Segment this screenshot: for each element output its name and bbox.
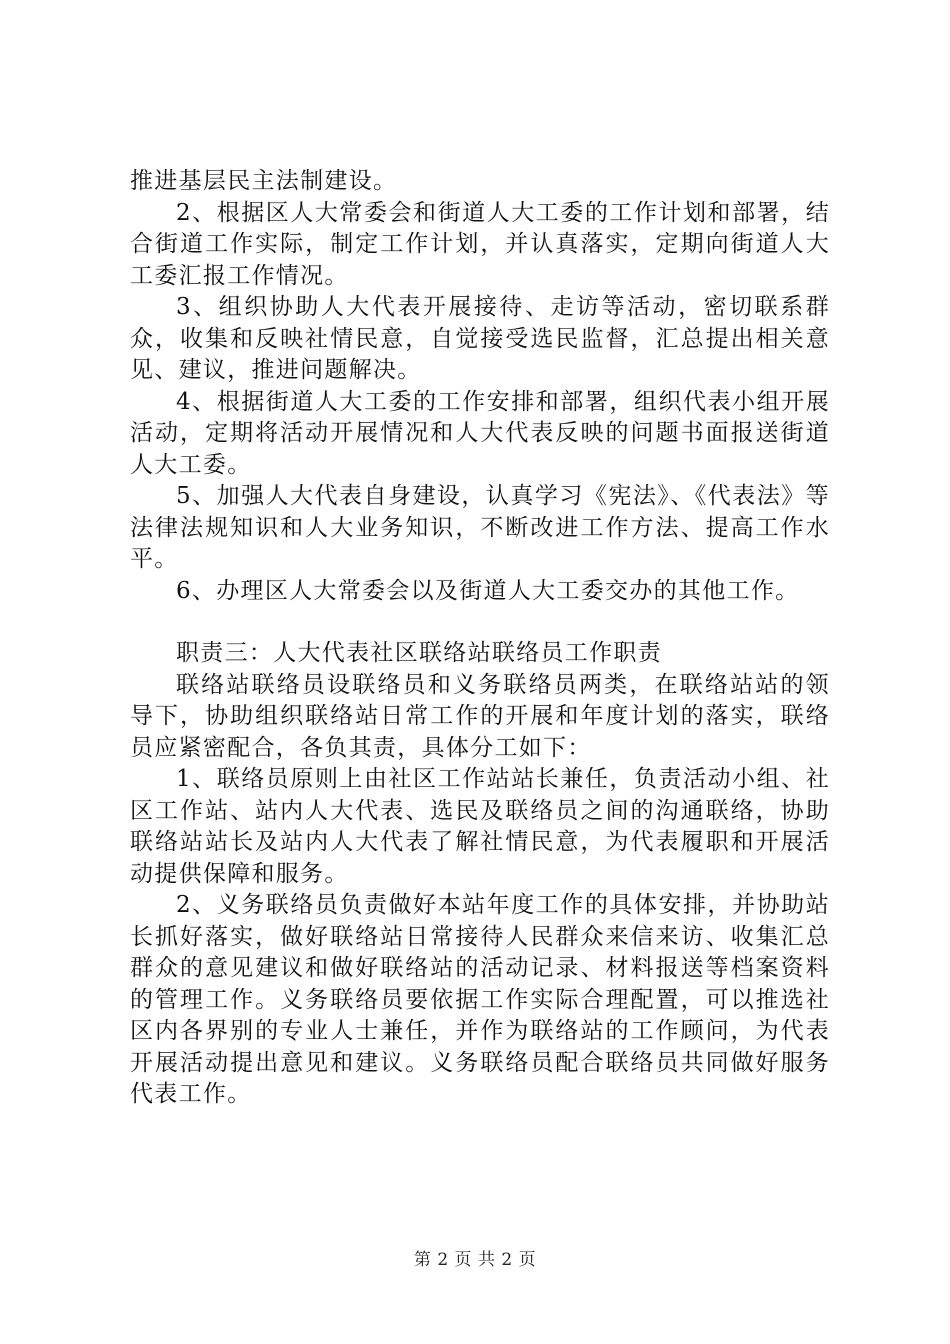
paragraph-intro: 联络站联络员设联络员和义务联络员两类，在联络站站的领导下，协助组织联络站日常工作的开展和年度计划的落实，联络员应紧密配合，各负其责，具体分工如下： (130, 671, 830, 761)
paragraph-item-3: 3、组织协助人大代表开展接待、走访等活动，密切联系群众，收集和反映社情民意，自觉接受选民监督，汇总提出相关意见、建议，推进问题解决。 (130, 294, 830, 383)
page-footer: 第 2 页 共 2 页 (413, 1250, 537, 1270)
paragraph-duty-1: 1、联络员原则上由社区工作站站长兼任，负责活动小组、社区工作站、站内人大代表、选民及联络员之间的沟通联络，协助联络站站长及站内人大代表了解社情民意，为代表履职和开展活动提供保障和服务。 (130, 766, 830, 887)
document-body (130, 166, 830, 1111)
paragraph-item-6: 6、办理区人大常委会以及街道人大工委交办的其他工作。 (176, 577, 800, 604)
paragraph-duty-2: 2、义务联络员负责做好本站年度工作的具体安排，并协助站长抓好落实，做好联络站日常接待人民群众来信来访、收集汇总群众的意见建议和做好联络站的活动记录、材料报送等档案资料的管理工作。义务联络员要依据工作实际合理配置，可以推选社区内各界别的专业人士兼任，并作为联络站的工作顾问，为代表开展活动提出意见和建议。义务联络员配合联络员共同做好服务代表工作。 (130, 892, 830, 1107)
paragraph-item-2: 2、根据区人大常委会和街道人大工委的工作计划和部署，结合街道工作实际，制定工作计划，并认真落实，定期向街道人大工委汇报工作情况。 (130, 199, 830, 289)
section-title: 职责三：人大代表社区联络站联络员工作职责 (176, 640, 662, 666)
paragraph-item-5: 5、加强人大代表自身建设，认真学习《宪法》、《代表法》等法律法规知识和人大业务知识，不断改进工作方法、提高工作水平。 (130, 483, 830, 572)
paragraph-item-4: 4、根据街道人大工委的工作安排和部署，组织代表小组开展活动，定期将活动开展情况和人大代表反映的问题书面报送街道人大工委。 (130, 388, 830, 478)
paragraph-continuation: 推进基层民主法制建设。 (130, 168, 398, 194)
